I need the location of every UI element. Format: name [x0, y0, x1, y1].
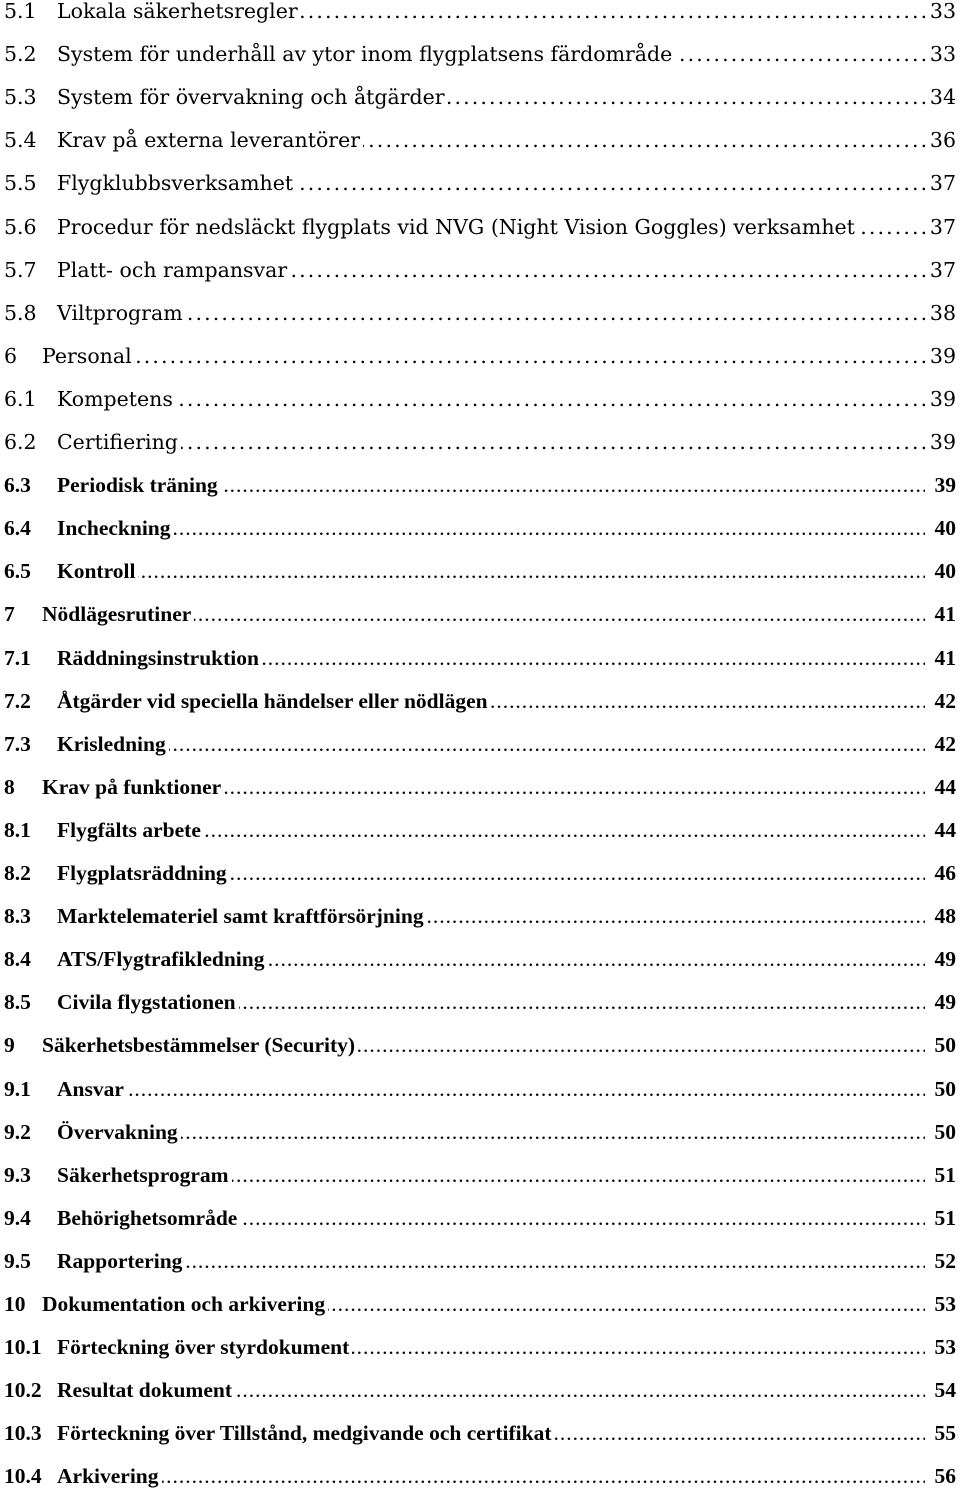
toc-entry-number: 7.3	[4, 731, 31, 756]
toc-entry-page-number[interactable]: 34	[929, 85, 956, 110]
toc-entry-number: 5.2	[4, 42, 37, 67]
toc-entry-number: 7.1	[4, 645, 31, 670]
toc-entry-page-number[interactable]: 37	[929, 257, 956, 282]
toc-dot-leader	[169, 731, 925, 757]
toc-entry-page-number[interactable]: 42	[934, 688, 956, 713]
toc-entry-page-number[interactable]: 42	[934, 731, 956, 756]
toc-dot-leader	[194, 601, 925, 627]
toc-entry-title[interactable]: Periodisk träning	[57, 473, 218, 498]
toc-dot-leader	[363, 127, 925, 153]
toc-entry-title[interactable]: Lokala säkerhetsregler	[57, 0, 298, 23]
toc-entry[interactable]	[4, 895, 956, 938]
toc-entry[interactable]	[4, 1067, 956, 1110]
toc-entry-number: 5.7	[4, 257, 37, 282]
toc-dot-leader	[221, 472, 925, 498]
toc-dot-leader	[858, 214, 925, 240]
toc-entry[interactable]	[4, 205, 956, 248]
toc-entry-page-number[interactable]: 48	[934, 904, 956, 929]
toc-entry-number: 6.3	[4, 473, 31, 498]
toc-entry-title[interactable]: Nödlägesrutiner	[42, 602, 192, 627]
toc-entry-page-number[interactable]: 50	[934, 1076, 956, 1101]
toc-entry-number: 5.4	[4, 128, 37, 153]
toc-entry-page-number[interactable]: 33	[929, 0, 956, 23]
toc-dot-leader	[267, 946, 925, 972]
toc-dot-leader	[176, 386, 925, 412]
toc-entry[interactable]	[4, 938, 956, 981]
toc-entry-number: 9.2	[4, 1119, 31, 1144]
toc-entry-title[interactable]: Personal	[42, 343, 132, 368]
toc-entry-title[interactable]: Flygfälts arbete	[57, 817, 201, 842]
toc-entry[interactable]	[4, 852, 956, 895]
toc-dot-leader	[301, 0, 925, 24]
toc-entry-page-number[interactable]: 52	[934, 1248, 956, 1273]
toc-entry-title[interactable]: Marktelemateriel samt kraftförsörjning	[57, 904, 424, 929]
toc-entry-page-number[interactable]: 49	[934, 947, 956, 972]
toc-entry[interactable]	[4, 33, 956, 76]
toc-entry-page-number[interactable]: 37	[929, 214, 956, 239]
toc-dot-leader	[204, 817, 925, 843]
toc-entry-page-number[interactable]: 37	[929, 171, 956, 196]
toc-entry-title[interactable]: Övervakning	[57, 1119, 178, 1144]
toc-entry-number: 8.3	[4, 904, 31, 929]
toc-entry[interactable]	[4, 765, 956, 808]
toc-entry-page-number[interactable]: 50	[934, 1119, 956, 1144]
toc-dot-leader	[262, 645, 925, 671]
toc-entry[interactable]	[4, 0, 956, 33]
toc-entry-title[interactable]: Incheckning	[57, 516, 171, 541]
toc-dot-leader	[358, 1032, 925, 1058]
toc-dot-leader	[240, 1205, 925, 1231]
toc-entry-number: 10.4	[4, 1464, 42, 1489]
toc-entry[interactable]	[4, 334, 956, 377]
toc-entry-number: 9.3	[4, 1162, 31, 1187]
toc-entry-title[interactable]: System för underhåll av ytor inom flygplatsens färdområde	[57, 42, 673, 67]
toc-entry-title[interactable]: Krav på funktioner	[42, 774, 222, 799]
toc-entry-page-number[interactable]: 49	[934, 990, 956, 1015]
toc-entry-page-number[interactable]: 51	[934, 1162, 956, 1187]
toc-entry[interactable]	[4, 421, 956, 464]
toc-dot-leader	[181, 1119, 925, 1145]
toc-entry[interactable]	[4, 808, 956, 851]
toc-dot-leader	[491, 688, 925, 714]
toc-dot-leader	[239, 989, 925, 1015]
toc-entry-title[interactable]: System för övervakning och åtgärder	[57, 85, 445, 110]
toc-entry[interactable]	[4, 162, 956, 205]
toc-entry[interactable]	[4, 1024, 956, 1067]
toc-entry-page-number[interactable]: 53	[934, 1292, 956, 1316]
toc-entry-title[interactable]: Certifiering	[57, 430, 178, 454]
toc-entry[interactable]	[4, 507, 956, 550]
toc-dot-leader	[138, 558, 925, 584]
toc-entry-title[interactable]: Förteckning över styrdokument	[57, 1335, 350, 1360]
toc-entry-page-number[interactable]: 56	[934, 1464, 956, 1489]
toc-entry-page-number[interactable]: 44	[934, 817, 956, 842]
toc-entry-page-number[interactable]: 41	[934, 645, 956, 670]
toc-entry-title[interactable]: Krisledning	[57, 731, 166, 756]
toc-entry-number: 10.1	[4, 1335, 42, 1360]
toc-entry-title[interactable]: Dokumentation och arkivering	[42, 1292, 326, 1316]
toc-entry[interactable]	[4, 76, 956, 119]
toc-entry-number: 5.8	[4, 300, 37, 325]
toc-entry-number: 9.4	[4, 1205, 31, 1230]
toc-entry-page-number[interactable]: 39	[934, 473, 956, 498]
toc-entry-page-number[interactable]: 46	[934, 861, 956, 885]
toc-entry-number: 10.3	[4, 1421, 42, 1446]
toc-entry[interactable]	[4, 550, 956, 593]
toc-entry-page-number[interactable]: 36	[929, 128, 956, 153]
toc-entry-number: 7	[4, 602, 15, 627]
toc-entry-title[interactable]: Viltprogram	[57, 300, 183, 325]
toc-entry[interactable]	[4, 377, 956, 420]
toc-entry-title[interactable]: Säkerhetsprogram	[57, 1162, 229, 1187]
toc-dot-leader	[135, 343, 925, 369]
toc-entry[interactable]	[4, 722, 956, 765]
toc-entry-page-number[interactable]: 40	[934, 516, 956, 541]
toc-entry[interactable]	[4, 1326, 956, 1369]
toc-entry-page-number[interactable]: 38	[929, 300, 956, 325]
toc-entry-number: 5.3	[4, 85, 37, 110]
toc-entry-page-number[interactable]: 54	[934, 1378, 956, 1403]
toc-entry-page-number[interactable]: 33	[929, 42, 956, 67]
toc-dot-leader	[427, 903, 925, 929]
toc-entry-title[interactable]: Arkivering	[57, 1464, 159, 1489]
toc-entry-number: 9.1	[4, 1076, 31, 1101]
toc-entry[interactable]	[4, 1412, 956, 1455]
toc-entry-page-number[interactable]: 41	[934, 602, 956, 627]
toc-dot-leader	[290, 257, 925, 283]
toc-entry-title[interactable]: Krav på externa leverantörer	[57, 128, 361, 153]
toc-entry[interactable]	[4, 291, 956, 334]
toc-entry-number: 9	[4, 1033, 15, 1058]
toc-entry-number: 7.2	[4, 688, 31, 713]
toc-entry-number: 8	[4, 774, 15, 799]
toc-entry-title[interactable]: Kontroll	[57, 559, 136, 584]
toc-entry-title[interactable]: Ansvar	[57, 1076, 124, 1101]
toc-entry-title[interactable]: Räddningsinstruktion	[57, 645, 259, 670]
toc-entry-title[interactable]: Procedur för nedsläckt flygplats vid NVG (Night Vision Goggles) verksamhet	[57, 214, 855, 239]
toc-entry[interactable]	[4, 1283, 956, 1326]
toc-dot-leader	[448, 84, 925, 110]
toc-dot-leader	[235, 1377, 925, 1403]
toc-entry-page-number[interactable]: 39	[929, 386, 956, 411]
toc-entry-title[interactable]: Flygplatsräddning	[57, 861, 227, 885]
toc-entry[interactable]	[4, 1455, 956, 1498]
toc-dot-leader	[127, 1076, 925, 1102]
toc-entry-number: 8.2	[4, 861, 31, 885]
toc-entry[interactable]	[4, 119, 956, 162]
toc-entry[interactable]	[4, 1153, 956, 1196]
toc-entry-number: 6.4	[4, 516, 31, 541]
toc-entry-number: 9.5	[4, 1248, 31, 1273]
toc-entry-number: 5.5	[4, 171, 37, 196]
toc-dot-leader	[174, 515, 925, 541]
toc-entry[interactable]	[4, 248, 956, 291]
toc-entry-title[interactable]: Säkerhetsbestämmelser (Security)	[42, 1033, 356, 1058]
toc-entry-title[interactable]: Resultat dokument	[57, 1378, 233, 1403]
toc-entry-number: 5.1	[4, 0, 37, 23]
toc-dot-leader	[224, 774, 925, 800]
toc-entry-title[interactable]: Flygklubbsverksamhet	[57, 171, 294, 196]
toc-entry-page-number[interactable]: 51	[934, 1205, 956, 1230]
toc-entry-number: 10	[4, 1292, 26, 1316]
toc-entry[interactable]	[4, 593, 956, 636]
toc-entry-title[interactable]: Behörighetsområde	[57, 1205, 238, 1230]
toc-entry-title[interactable]: ATS/Flygtrafikledning	[57, 947, 265, 972]
toc-entry[interactable]	[4, 981, 956, 1024]
toc-entry-number: 8.4	[4, 947, 31, 972]
toc-entry-title[interactable]: Civila flygstationen	[57, 990, 236, 1015]
toc-entry-number: 6.2	[4, 430, 37, 454]
toc-dot-leader	[230, 860, 925, 886]
toc-entry-page-number[interactable]: 55	[934, 1421, 956, 1446]
toc-entry-page-number[interactable]: 39	[929, 430, 956, 454]
toc-entry-number: 6	[4, 343, 18, 368]
toc-entry-page-number[interactable]: 50	[934, 1033, 956, 1058]
toc-entry-number: 10.2	[4, 1378, 42, 1403]
toc-entry-number: 5.6	[4, 214, 37, 239]
toc-entry[interactable]	[4, 679, 956, 722]
toc-dot-leader	[675, 41, 925, 67]
toc-entry-number: 6.1	[4, 386, 37, 411]
toc-dot-leader	[296, 170, 925, 196]
toc-entry[interactable]	[4, 636, 956, 679]
toc-entry-title[interactable]: Kompetens	[57, 386, 173, 411]
toc-entry-page-number[interactable]: 44	[934, 774, 956, 799]
toc-entry-number: 8.5	[4, 990, 31, 1015]
toc-entry-page-number[interactable]: 40	[934, 559, 956, 584]
toc-dot-leader	[232, 1162, 925, 1188]
toc-dot-leader	[352, 1334, 925, 1360]
toc-dot-leader	[328, 1291, 925, 1317]
toc-entry[interactable]	[4, 1369, 956, 1412]
toc-entry-title[interactable]: Platt- och rampansvar	[57, 257, 288, 282]
toc-entry[interactable]	[4, 1196, 956, 1239]
toc-entry-title[interactable]: Förteckning över Tillstånd, medgivande och certifikat	[57, 1421, 552, 1446]
toc-dot-leader	[186, 300, 925, 326]
toc-entry-number: 8.1	[4, 817, 31, 842]
toc-entry[interactable]	[4, 1239, 956, 1282]
toc-dot-leader	[555, 1420, 926, 1446]
toc-entry-title[interactable]: Åtgärder vid speciella händelser eller nödlägen	[57, 688, 488, 713]
toc-entry-page-number[interactable]: 39	[929, 343, 956, 368]
toc-entry[interactable]	[4, 464, 956, 507]
toc-entry-title[interactable]: Rapportering	[57, 1248, 183, 1273]
toc-entry[interactable]	[4, 1110, 956, 1153]
toc-dot-leader	[185, 1248, 925, 1274]
toc-entry-number: 6.5	[4, 559, 31, 584]
toc-entry-page-number[interactable]: 53	[934, 1335, 956, 1360]
toc-dot-leader	[181, 429, 925, 455]
toc-dot-leader	[162, 1463, 925, 1489]
